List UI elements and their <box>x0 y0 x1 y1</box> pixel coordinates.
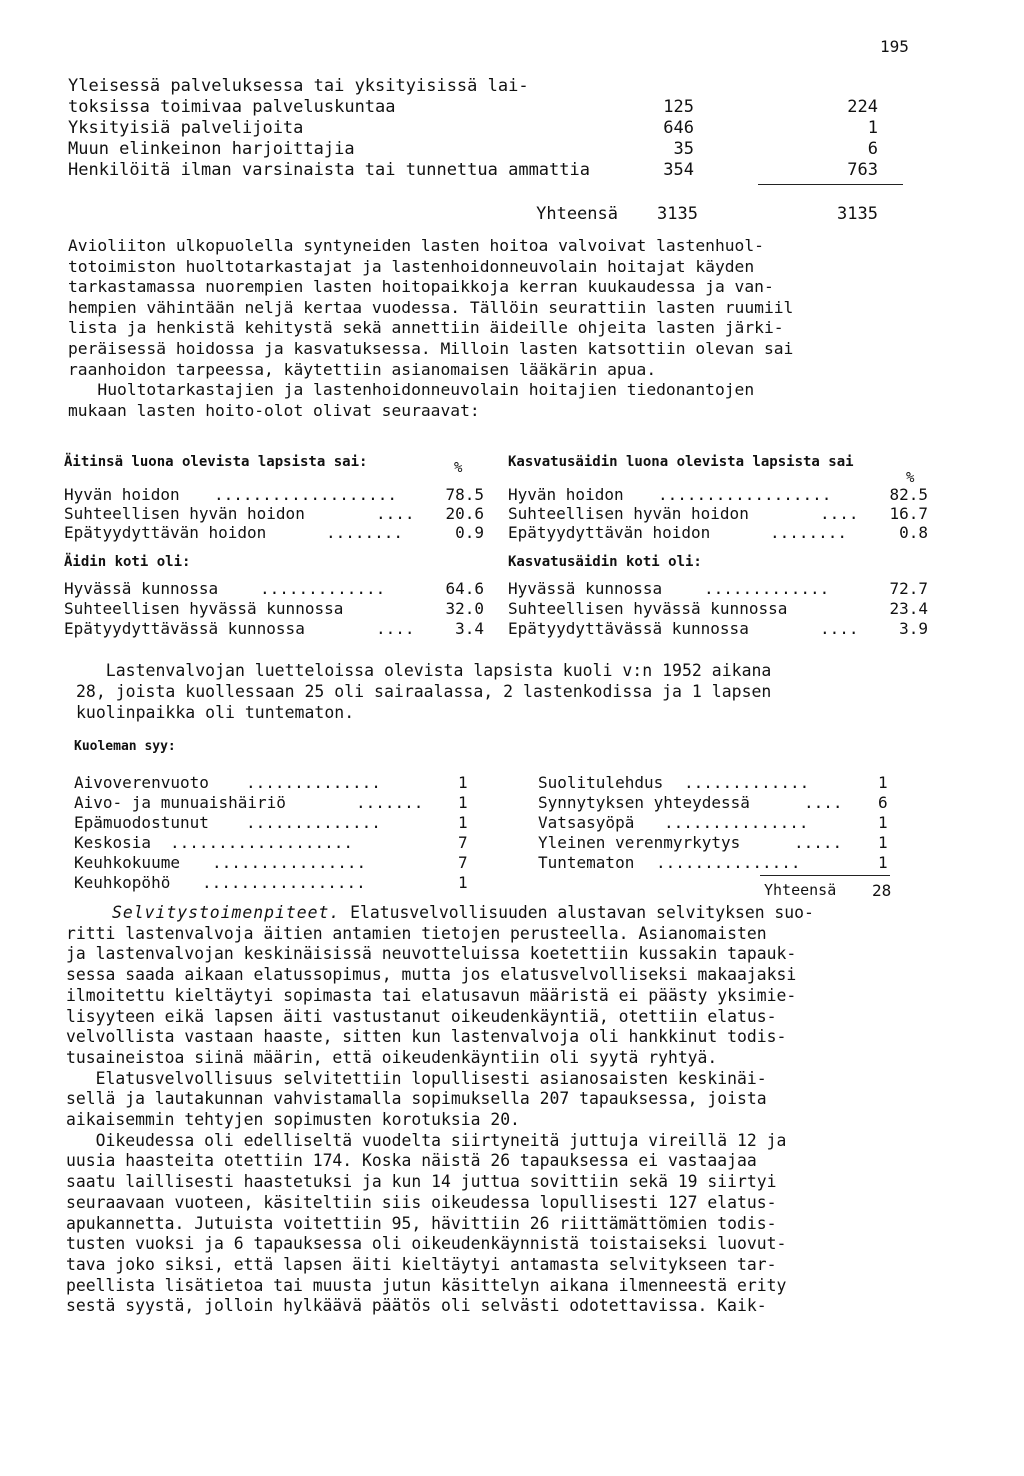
leader-dots: ................. <box>202 873 366 892</box>
care-header: Kasvatusäidin luona olevista lapsista sai <box>508 454 854 470</box>
text-line: saatu laillisesti haastetuksi ja kun 14 juttua sovittiin sekä 19 siirtyi <box>66 1172 777 1192</box>
death-causes-right <box>538 772 898 902</box>
leader-dots: .................. <box>658 485 832 504</box>
cause-label: Aivo- ja munuaishäiriö <box>74 793 286 812</box>
text-line: kuolinpaikka oli tuntematon. <box>76 703 355 722</box>
paragraph-supervision <box>68 236 958 421</box>
row-value: 3.4 <box>455 619 484 638</box>
row-label: Hyvässä kunnossa <box>64 579 219 598</box>
row-value-1: 35 <box>673 139 694 159</box>
leader-dots: ........ <box>326 523 404 542</box>
text-line: Huoltotarkastajien ja lastenhoidonneuvolain hoitajien tiedonantojen <box>68 380 755 400</box>
row-label: Hyvän hoidon <box>64 485 180 504</box>
table-row <box>68 160 888 181</box>
table-row <box>64 522 484 543</box>
cause-label: Yleinen verenmyrkytys <box>538 833 741 852</box>
text-line: sellä ja lautakunnan vahvistamalla sopimuksella 207 tapauksessa, joista <box>66 1089 767 1109</box>
care-table-left <box>64 446 484 646</box>
paragraph-measures <box>66 903 966 1317</box>
leader-dots: ............... <box>664 813 809 832</box>
row-label: Epätyydyttävässä kunnossa <box>508 619 749 638</box>
cause-label: Vatsasyöpä <box>538 813 635 832</box>
leader-dots: .... <box>820 504 859 523</box>
text-line: lista ja henkistä kehitystä sekä annettiin äideille ohjeita lasten järki- <box>68 318 784 338</box>
row-label: Epätyydyttävän hoidon <box>508 523 711 542</box>
occupation-table <box>68 76 888 236</box>
table-row <box>68 118 888 139</box>
text-line: ilmoitettu kieltäytyi sopimasta tai elatusavun määristä ei päästy yksimie- <box>66 985 797 1005</box>
cause-label: Suolitulehdus <box>538 773 664 792</box>
home-header: Kasvatusäidin koti oli: <box>508 554 702 570</box>
text-line <box>66 903 966 924</box>
total-rule <box>760 875 890 876</box>
text-line: lisyyteen eikä lapsen äiti vastustanut oikeudenkäyntiä, otettiin elatus- <box>66 1006 777 1026</box>
row-label: Suhteellisen hyvän hoidon <box>508 504 749 523</box>
leader-dots: .............. <box>246 813 381 832</box>
row-value-1: 646 <box>663 118 694 138</box>
text-line: Lastenvalvojan luetteloissa olevista lapsista kuoli v:n 1952 aikana <box>76 661 772 680</box>
leader-dots: ................... <box>214 485 398 504</box>
text-line: seuraavaan vuoteen, käsiteltiin siis oikeudessa lopullisesti 127 elatus- <box>66 1192 777 1212</box>
table-row <box>508 598 928 619</box>
cause-value: 1 <box>458 873 468 892</box>
text-line: 28, joista kuollessaan 25 oli sairaalassa, 2 lastenkodissa ja 1 lapsen <box>76 682 772 701</box>
leader-dots: .... <box>820 619 859 638</box>
total-row <box>538 880 898 901</box>
leader-dots: ................ <box>212 853 367 872</box>
text-line: uusia haasteita otettiin 174. Koska näistä 26 tapauksessa ei vastaajaa <box>66 1151 757 1171</box>
leader-dots: ........ <box>770 523 848 542</box>
row-value: 0.9 <box>455 523 484 542</box>
home-header: Äidin koti oli: <box>64 554 191 570</box>
cause-value: 7 <box>458 853 468 872</box>
table-row <box>68 97 888 118</box>
list-item <box>538 792 898 813</box>
text-line: ja lastenvalvojan keskinäisissä neuvotteluissa koetettiin kussakin tapauk- <box>66 944 797 964</box>
row-value: 3.9 <box>899 619 928 638</box>
list-item <box>74 772 474 793</box>
row-value-2: 1 <box>867 118 878 138</box>
cause-label: Aivoverenvuoto <box>74 773 209 792</box>
cause-label: Epämuodostunut <box>74 813 209 832</box>
cause-label: Tuntematon <box>538 853 635 872</box>
table-row <box>68 76 888 97</box>
row-label: Epätyydyttävän hoidon <box>64 523 267 542</box>
cause-label: Keuhkopöhö <box>74 873 171 892</box>
text-line: sessa saada aikaan elatussopimus, mutta jos elatusvelvolliseksi makaajaksi <box>66 965 797 985</box>
table-row <box>508 522 928 543</box>
row-label: Muun elinkeinon harjoittajia <box>68 139 355 159</box>
text-line: Elatusvelvollisuus selvitettiin lopullisesti asianosaisten keskinäi- <box>66 1068 767 1088</box>
care-header: Äitinsä luona olevista lapsista sai: <box>64 454 368 470</box>
table-row <box>508 503 928 524</box>
table-row <box>508 484 928 505</box>
table-row <box>508 618 928 639</box>
leader-dots: .... <box>376 504 415 523</box>
text-line: Oikeudessa oli edelliseltä vuodelta siirtyneitä juttuja vireillä 12 ja <box>66 1130 787 1150</box>
row-label: Hyvän hoidon <box>508 485 624 504</box>
cause-label: Synnytyksen yhteydessä <box>538 793 750 812</box>
percent-sign: % <box>454 460 463 476</box>
total-value-1: 3135 <box>657 204 698 224</box>
leader-dots: .... <box>804 793 843 812</box>
list-item <box>538 812 898 833</box>
row-value: 64.6 <box>445 579 484 598</box>
row-label: toksissa toimivaa palveluskuntaa <box>68 97 396 117</box>
list-item <box>538 852 898 873</box>
section-title: Selvitystoimenpiteet. <box>112 903 341 922</box>
leader-dots: .... <box>376 619 415 638</box>
care-table-right <box>508 446 928 646</box>
table-row <box>64 618 484 639</box>
total-label: Yhteensä <box>764 881 837 899</box>
row-label: Epätyydyttävässä kunnossa <box>64 619 305 638</box>
cause-value: 1 <box>878 773 888 792</box>
text-line: ritti lastenvalvoja äitien antamien tietojen perusteella. Asianomaisten <box>66 923 767 943</box>
cause-value: 1 <box>878 833 888 852</box>
death-causes-header: Kuoleman syy: <box>74 739 176 754</box>
cause-value: 6 <box>878 793 888 812</box>
text-line: aikaisemmin tehtyjen sopimusten korotuksia 20. <box>66 1110 520 1130</box>
table-row <box>64 598 484 619</box>
leader-dots: ............... <box>656 853 801 872</box>
row-value-2: 6 <box>867 139 878 159</box>
row-value: 0.8 <box>899 523 928 542</box>
cause-label: Keuhkokuume <box>74 853 180 872</box>
list-item <box>538 772 898 793</box>
row-value: 82.5 <box>889 485 928 504</box>
total-row <box>68 204 888 225</box>
row-value: 16.7 <box>889 504 928 523</box>
leader-dots: ................... <box>170 833 354 852</box>
cause-value: 1 <box>878 853 888 872</box>
total-label: Yhteensä <box>536 204 618 224</box>
leader-dots: ..... <box>794 833 843 852</box>
list-item <box>74 872 474 893</box>
row-label: Yksityisiä palvelijoita <box>68 118 304 138</box>
text-line: raanhoidon tarpeessa, käytettiin asianomaisen lääkärin apua. <box>68 359 657 379</box>
text-fragment: Elatusvelvollisuuden alustavan selvityksen suo- <box>340 903 814 922</box>
total-value-2: 3135 <box>837 204 878 224</box>
text-line: Avioliiton ulkopuolella syntyneiden lasten hoitoa valvoivat lastenhuol- <box>68 236 764 255</box>
text-line: mukaan lasten hoito-olot olivat seuraavat: <box>68 400 480 420</box>
list-item <box>74 832 474 853</box>
row-label: Suhteellisen hyvän hoidon <box>64 504 305 523</box>
text-line: tusten vuoksi ja 6 tapauksessa oli oikeudenkäynnistä toistaiseksi luovut- <box>66 1234 787 1254</box>
total-rule <box>758 184 903 185</box>
table-row <box>64 503 484 524</box>
text-line: hempien vähintään neljä kertaa vuodessa. Tällöin seurattiin lasten ruumiil <box>68 297 794 317</box>
table-row <box>68 139 888 160</box>
paragraph-deaths <box>76 660 956 723</box>
cause-value: 1 <box>458 773 468 792</box>
leader-dots: ............. <box>260 579 386 598</box>
row-label: Suhteellisen hyvässä kunnossa <box>508 599 788 618</box>
text-line: peellista lisätietoa tai muusta jutun käsittelyn aikana ilmenneestä erity <box>66 1275 787 1295</box>
row-value: 78.5 <box>445 485 484 504</box>
list-item <box>74 812 474 833</box>
row-value-2: 224 <box>847 97 878 117</box>
row-value-2: 763 <box>847 160 878 180</box>
leader-dots: .............. <box>246 773 381 792</box>
row-label: Suhteellisen hyvässä kunnossa <box>64 599 344 618</box>
cause-value: 7 <box>458 833 468 852</box>
text-line: totoimiston huoltotarkastajat ja lastenhoidonneuvolain hoitajat käyden <box>68 256 755 276</box>
row-value: 72.7 <box>889 579 928 598</box>
leader-dots: ....... <box>356 793 424 812</box>
table-row <box>508 578 928 599</box>
table-row <box>64 578 484 599</box>
cause-value: 1 <box>878 813 888 832</box>
text-line: tusaineistoa siinä määrin, että oikeudenkäyntiin oli syytä ryhtyä. <box>66 1047 718 1067</box>
table-row <box>64 484 484 505</box>
row-value-1: 354 <box>663 160 694 180</box>
text-line: peräisessä hoidossa ja kasvatuksessa. Milloin lasten katsottiin olevan sai <box>68 338 794 358</box>
list-item <box>74 792 474 813</box>
row-value: 32.0 <box>445 599 484 618</box>
cause-value: 1 <box>458 793 468 812</box>
total-value: 28 <box>872 881 892 900</box>
row-value-1: 125 <box>663 97 694 117</box>
text-line: tava joko siksi, että lapsen äiti kieltäytyi antamasta selvitykseen tar- <box>66 1254 777 1274</box>
leader-dots: ............. <box>684 773 810 792</box>
row-label: Yleisessä palveluksessa tai yksityisissä lai- <box>68 76 529 96</box>
row-label: Henkilöitä ilman varsinaista tai tunnettua ammattia <box>68 160 590 180</box>
text-line: velvollista vastaan haaste, sitten kun lastenvalvoja oli hankkinut todis- <box>66 1027 787 1047</box>
text-line: sestä syystä, jolloin hylkäävä päätös oli selvästi odotettavissa. Kaik- <box>66 1296 767 1316</box>
text-line: tarkastamassa nuorempien lasten hoitopaikkoja kerran kuukaudessa ja van- <box>68 277 774 297</box>
death-causes-left <box>74 772 474 902</box>
row-label: Hyvässä kunnossa <box>508 579 663 598</box>
cause-value: 1 <box>458 813 468 832</box>
percent-sign: % <box>906 470 915 486</box>
list-item <box>74 852 474 873</box>
cause-label: Keskosia <box>74 833 152 852</box>
page-number: 195 <box>880 37 909 56</box>
list-item <box>538 832 898 853</box>
row-value: 20.6 <box>445 504 484 523</box>
leader-dots: ............. <box>704 579 830 598</box>
text-line: apukannetta. Jutuista voitettiin 95, hävittiin 26 riittämättömien todis- <box>66 1213 777 1233</box>
row-value: 23.4 <box>889 599 928 618</box>
